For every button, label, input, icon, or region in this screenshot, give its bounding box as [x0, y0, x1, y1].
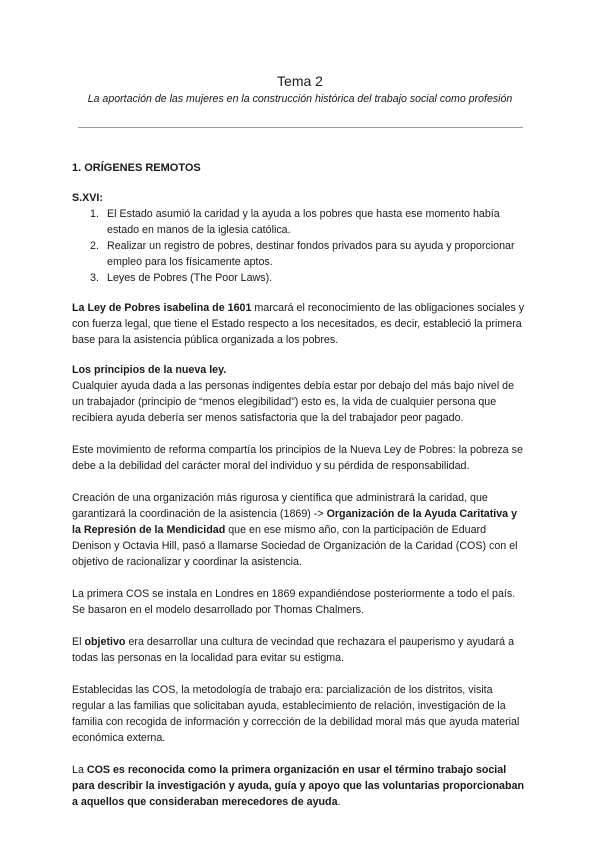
header-divider: [78, 127, 523, 128]
paragraph-movimiento: Este movimiento de reforma compartía los principios de la Nueva Ley de Pobres: la pobreza se debe a la debilidad del carácter moral del individuo y su pérdida de responsabilidad.: [72, 444, 523, 472]
paragraph-objetivo: El objetivo era desarrollar una cultura de vecindad que rechazara el pauperismo y ayudará a todas las personas en la localidad para evitar su estigma.: [72, 636, 515, 664]
paragraph-metodologia: Establecidas las COS, la metodología de trabajo era: parcialización de los distritos, visita regular a las familias que solicitaban ayuda, establecimiento de relación, investigación de la familia con recogida de información y corrección de la debilidad moral más que ayuda material económica externa.: [72, 684, 520, 744]
list-item: 1. El Estado asumió la caridad y la ayuda a los pobres que hasta ese momento había estado en manos de la iglesia católica.: [90, 208, 500, 236]
section-heading: 1. ORÍGENES REMOTOS: [72, 162, 201, 174]
paragraph-cos-final: La COS es reconocida como la primera organización en usar el término trabajo social para describir la investigación y ayuda, guía y apoyo que las voluntarias proporcionaban a aquellos que consideraban merecedores de ayuda.: [72, 764, 524, 808]
sxvi-list: [72, 206, 528, 286]
document-subtitle: La aportación de las mujeres en la construcción histórica del trabajo social como profesión: [87, 93, 513, 105]
list-item: 3. Leyes de Pobres (The Poor Laws).: [90, 272, 273, 284]
sxvi-label: S.XVI:: [72, 192, 103, 204]
paragraph-primera-cos: La primera COS se instala en Londres en 1869 expandiéndose posteriormente a todo el país. Se basaron en el modelo desarrollado por Thomas Chalmers.: [72, 588, 516, 616]
document-body: [72, 160, 528, 810]
paragraph-principios: Cualquier ayuda dada a las personas indigentes debía estar por debajo del más bajo nivel de un trabajador (principio de “menos elegibilidad”) esto es, la vida de cualquier persona que recibiera ayuda debería ser menos satisfactoria que la del trabajador peor pagado.: [72, 380, 515, 424]
subheading-principios: Los principios de la nueva ley.: [72, 364, 227, 376]
paragraph-ley-1601: La Ley de Pobres isabelina de 1601 marcará el reconocimiento de las obligaciones sociales y con fuerza legal, que tiene el Estado respecto a los necesitados, es decir, estableció la primera base para la asistencia pública organizada a los pobres.: [72, 302, 525, 346]
list-item: 2. Realizar un registro de pobres, destinar fondos privados para su ayuda y proporcionar empleo para los físicamente aptos.: [90, 240, 515, 268]
paragraph-creacion: Creación de una organización más rigurosa y científica que administrará la caridad, que garantizará la coordinación de la asistencia (1869) -> Organización de la Ayuda Caritativa y la Represión de la Mendicidad que en ese mismo año, con la participación de Eduard Denison y Octavia Hill, pasó a llamarse Sociedad de Organización de la Caridad (COS) con el objetivo de racionalizar y coordinar la asistencia.: [72, 492, 518, 568]
document-title: Tema 2: [277, 73, 323, 89]
